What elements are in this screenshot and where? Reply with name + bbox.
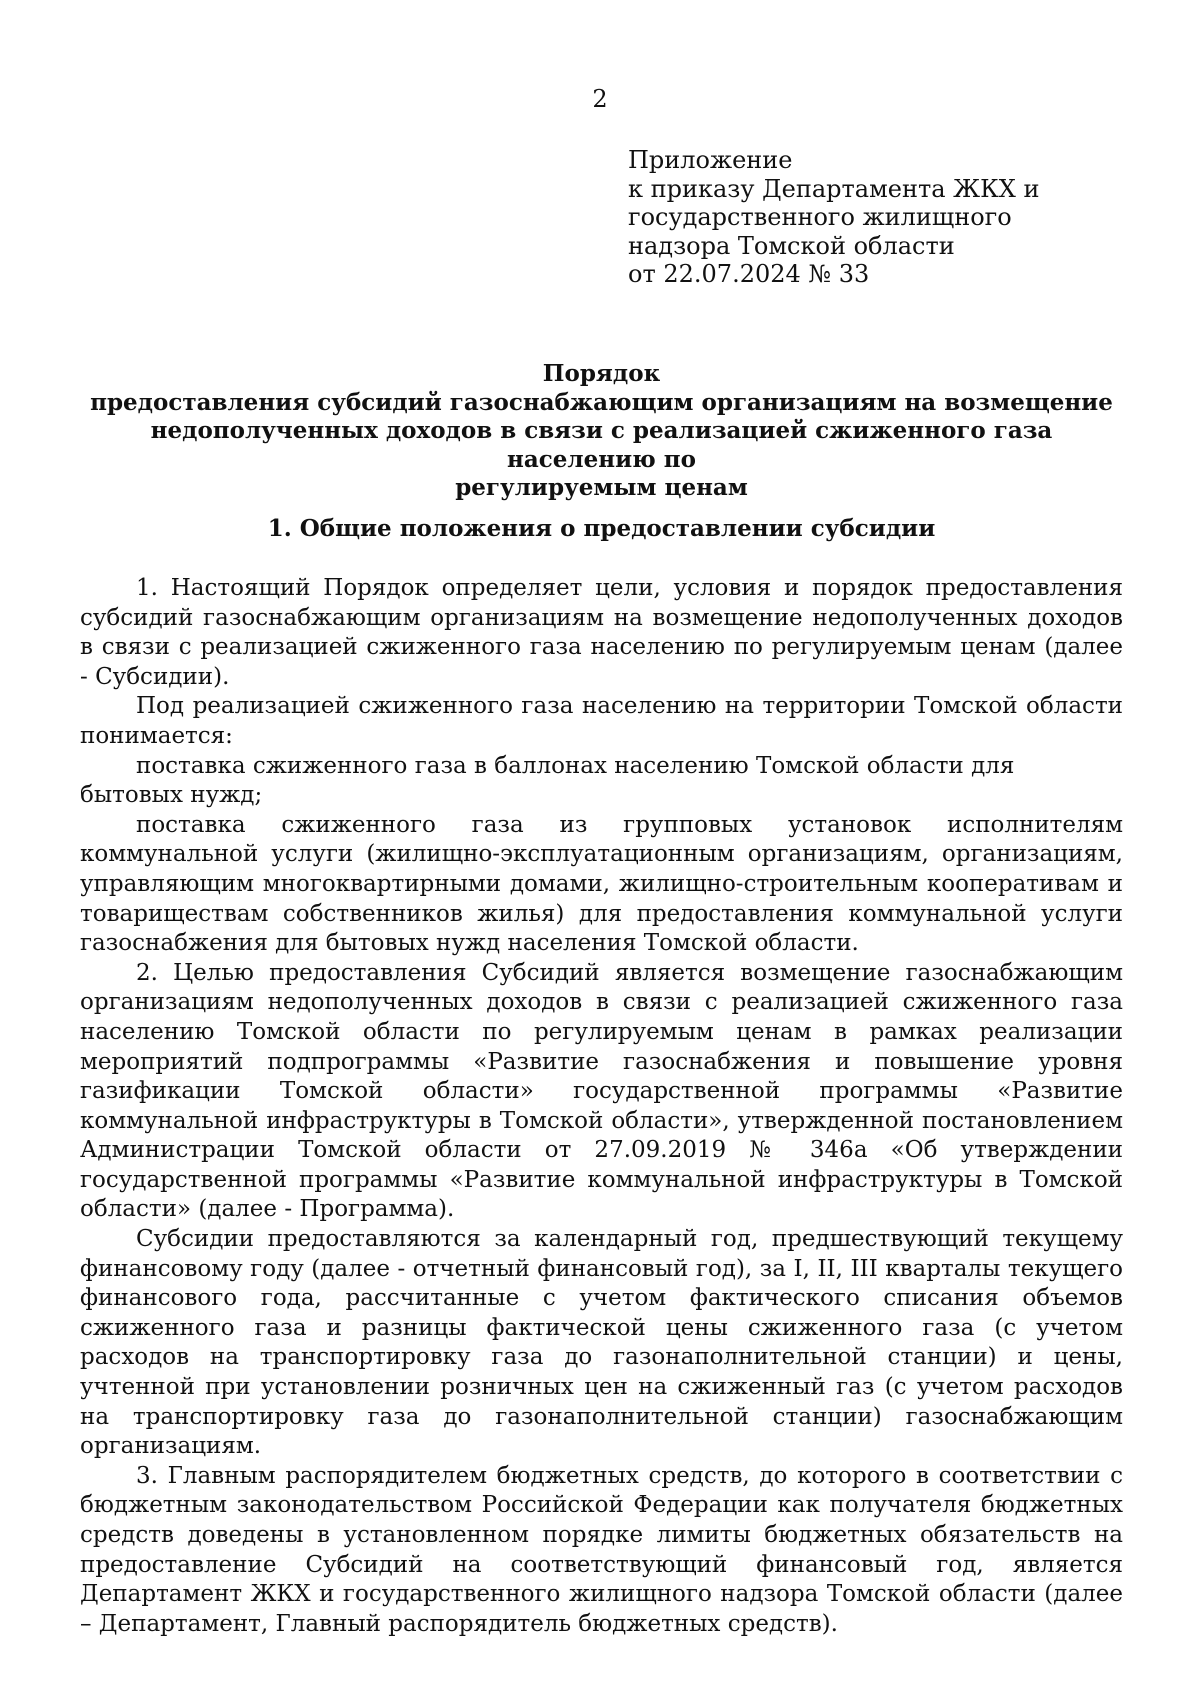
- document-title: [80, 360, 1123, 503]
- paragraph: 2. Целью предоставления Субсидий является возмещение газоснабжающим организациям недополученных доходов в связи с реализацией сжиженного газа населению Томской области по регулируемым ценам в рамках реализации мероприятий подпрограммы «Развитие газоснабжения и повышение уровня газификации Томской области» государственной программы «Развитие коммунальной инфраструктуры в Томской области», утвержденной постановлением Администрации Томской области от 27.09.2019 № 346а «Об утверждении государственной программы «Развитие коммунальной инфраструктуры в Томской области» (далее - Программа).: [80, 959, 1123, 1223]
- title-line: Порядок: [542, 360, 661, 387]
- paragraph: поставка сжиженного газа из групповых установок исполнителям коммунальной услуги (жилищно-эксплуатационным организациям, организациям, управляющим многоквартирными домами, жилищно-строительным кооперативам и товариществам собственников жилья) для предоставления коммунальной услуги газоснабжения для бытовых нужд населения Томской области.: [80, 811, 1123, 957]
- appendix-line: от 22.07.2024 № 33: [628, 260, 870, 288]
- section-heading: 1. Общие положения о предоставлении субсидии: [267, 515, 936, 542]
- title-line: предоставления субсидий газоснабжающим организациям на возмещение: [90, 388, 1113, 416]
- paragraph: поставка сжиженного газа в баллонах населению Томской области для бытовых нужд;: [80, 752, 1015, 809]
- title-line: недополученных доходов в связи с реализацией сжиженного газа населению по: [150, 417, 1053, 473]
- appendix-line: к приказу Департамента ЖКХ и: [628, 174, 1040, 203]
- appendix-line: надзора Томской области: [628, 231, 955, 260]
- paragraph: 1. Настоящий Порядок определяет цели, условия и порядок предоставления субсидий газоснабжающим организациям на возмещение недополученных доходов в связи с реализацией сжиженного газа населению по регулируемым ценам (далее - Субсидии).: [80, 575, 1123, 690]
- title-line: регулируемым ценам: [455, 474, 748, 501]
- paragraph: Под реализацией сжиженного газа населению на территории Томской области понимается:: [80, 693, 1123, 749]
- body-text: [80, 574, 1123, 1639]
- appendix-line: Приложение: [628, 146, 793, 174]
- appendix-block: [628, 146, 1098, 289]
- paragraph: 3. Главным распорядителем бюджетных средств, до которого в соответствии с бюджетным законодательством Российской Федерации как получателя бюджетных средств доведены в установленном порядке лимиты бюджетных обязательств на предоставление Субсидий на соответствующий финансовый год, является Департамент ЖКХ и государственного жилищного надзора Томской области (далее – Департамент, Главный распорядитель бюджетных средств).: [80, 1462, 1123, 1637]
- paragraph: Субсидии предоставляются за календарный год, предшествующий текущему финансовому году (далее - отчетный финансовый год), за I, II, III кварталы текущего финансового года, рассчитанные с учетом фактического списания объемов сжиженного газа и разницы фактической цены сжиженного газа (с учетом расходов на транспортировку газа до газонаполнительной станции) и цены, учтенной при установлении розничных цен на сжиженный газ (с учетом расходов на транспортировку газа до газонаполнительной станции) газоснабжающим организациям.: [80, 1226, 1123, 1460]
- page-number: 2: [592, 85, 608, 113]
- appendix-line: государственного жилищного: [628, 203, 1012, 231]
